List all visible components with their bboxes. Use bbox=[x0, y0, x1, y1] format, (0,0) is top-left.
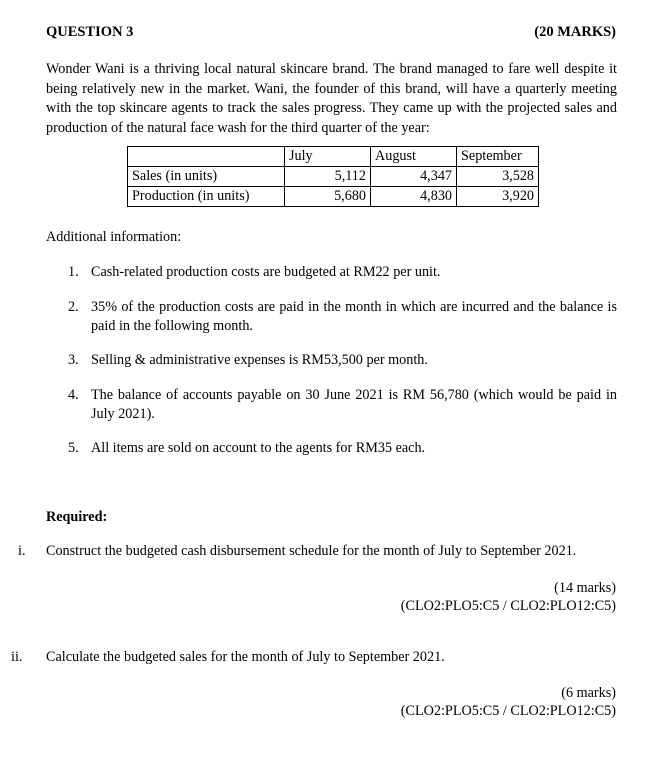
list-item-number: 3. bbox=[68, 352, 79, 368]
table-row bbox=[128, 167, 539, 187]
question-text-ii: Calculate the budgeted sales for the month of July to September 2021. bbox=[46, 649, 445, 665]
question-text-i: Construct the budgeted cash disbursement schedule for the month of July to September 2021. bbox=[46, 543, 577, 559]
clo-ii: (CLO2:PLO5:C5 / CLO2:PLO12:C5) bbox=[400, 703, 616, 719]
cell-production-september: 3,920 bbox=[457, 187, 539, 207]
col-header-september: September bbox=[457, 147, 539, 167]
clo-i: (CLO2:PLO5:C5 / CLO2:PLO12:C5) bbox=[400, 598, 616, 614]
list-item-text: Selling & administrative expenses is RM53,500 per month. bbox=[91, 352, 428, 368]
marks-i: (14 marks) bbox=[554, 580, 616, 596]
question-marks: (20 MARKS) bbox=[534, 24, 616, 40]
col-header-august: August bbox=[371, 147, 457, 167]
list-item-number: 4. bbox=[68, 387, 79, 403]
question-number-ii: ii. bbox=[11, 649, 23, 665]
required-heading: Required: bbox=[46, 509, 108, 525]
list-item-number: 2. bbox=[68, 299, 79, 315]
col-header-july: July bbox=[285, 147, 371, 167]
cell-production-july: 5,680 bbox=[285, 187, 371, 207]
table-corner-cell bbox=[128, 147, 285, 167]
cell-production-august: 4,830 bbox=[371, 187, 457, 207]
intro-paragraph: Wonder Wani is a thriving local natural skincare brand. The brand managed to fare well despite it being relatively new in the market. Wani, the founder of this brand, will have a quarterly meeting with the top skincare agents to track the sales progress. They came up with the projected sales and production of the natural face wash for the third quarter of the year: bbox=[46, 61, 617, 136]
cell-sales-august: 4,347 bbox=[371, 167, 457, 187]
table-row bbox=[128, 187, 539, 207]
list-item-number: 1. bbox=[68, 264, 79, 280]
cell-sales-july: 5,112 bbox=[285, 167, 371, 187]
table-header-row bbox=[128, 147, 539, 167]
marks-ii: (6 marks) bbox=[561, 685, 616, 701]
question-title: QUESTION 3 bbox=[46, 24, 134, 40]
additional-info-heading: Additional information: bbox=[46, 229, 182, 245]
list-item-text: All items are sold on account to the agents for RM35 each. bbox=[91, 440, 426, 456]
list-item-number: 5. bbox=[68, 440, 79, 456]
row-label-sales: Sales (in units) bbox=[128, 167, 285, 187]
question-number-i: i. bbox=[18, 543, 26, 559]
cell-sales-september: 3,528 bbox=[457, 167, 539, 187]
list-item-text: 35% of the production costs are paid in the month in which are incurred and the balance is paid in the following month. bbox=[91, 299, 617, 334]
projection-table bbox=[127, 146, 539, 207]
list-item-text: Cash-related production costs are budgeted at RM22 per unit. bbox=[91, 264, 441, 280]
row-label-production: Production (in units) bbox=[128, 187, 285, 207]
list-item-text: The balance of accounts payable on 30 June 2021 is RM 56,780 (which would be paid in July 2021). bbox=[91, 387, 617, 422]
